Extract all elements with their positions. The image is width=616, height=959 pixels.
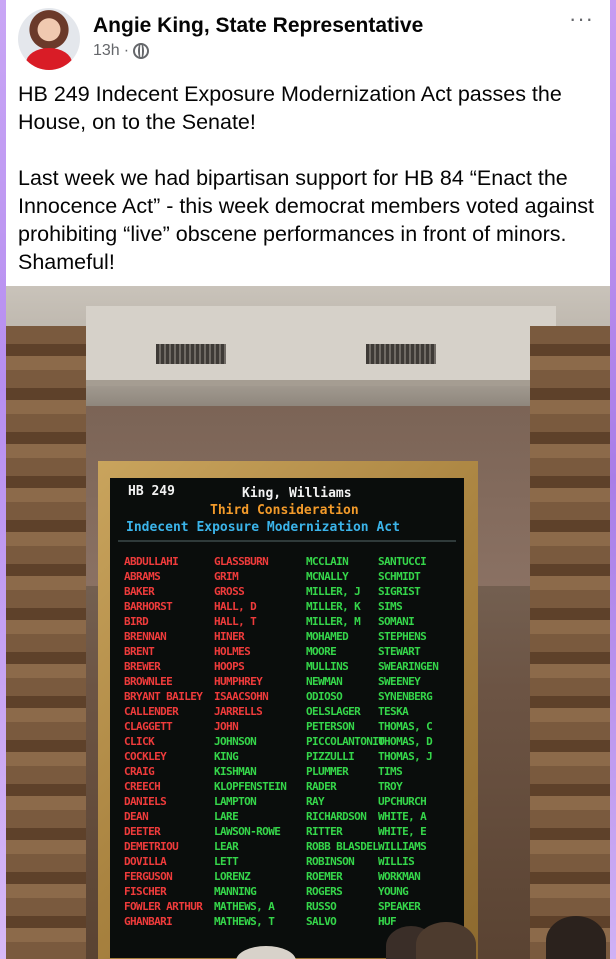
vote-board-name: DANIELS [124,795,167,808]
vote-board-name: SOMANI [378,615,415,628]
vote-board-name: THOMAS, C [378,720,433,733]
meta-separator: · [123,42,130,59]
vote-board-name: SYNENBERG [378,690,433,703]
vote-board-name: MILLER, M [306,615,361,628]
vote-board-name: SCHMIDT [378,570,421,583]
vote-board-name: COCKLEY [124,750,167,763]
vote-board-name: LAWSON-ROWE [214,825,281,838]
vote-board-name: FISCHER [124,885,167,898]
vote-board-name: PICCOLANTONIO [306,735,385,748]
globe-icon[interactable] [133,43,149,59]
vote-column-3 [306,554,384,929]
vote-board-name: RAY [306,795,325,808]
board-bill-number: HB 249 [128,484,175,499]
vote-board-name: THOMAS, D [378,735,433,748]
vote-board-name: GHANBARI [124,915,173,928]
vote-board-name: OELSLAGER [306,705,361,718]
vote-board-name: BAKER [124,585,155,598]
vote-board [110,478,464,958]
vote-board-name: WHITE, A [378,810,427,823]
vote-board-name: PLUMMER [306,765,349,778]
vote-board-name: KISHMAN [214,765,257,778]
vote-board-name: NEWMAN [306,675,343,688]
post-paragraph-1: HB 249 Indecent Exposure Modernization Act passes the House, on to the Senate! [18,82,562,134]
vote-board-name: SALVO [306,915,337,928]
vote-board-name: MATHEWS, A [214,900,275,913]
ceiling-vent [366,344,436,364]
right-edge-glow [610,0,616,959]
vote-board-name: GLASSBURN [214,555,269,568]
vote-board-name: ROGERS [306,885,343,898]
vote-board-name: TROY [378,780,403,793]
vote-column-2 [214,554,286,929]
vote-board-name: FOWLER ARTHUR [124,900,203,913]
audience-head [416,922,476,959]
vote-board-name: DEMETRIOU [124,840,179,853]
vote-board-name: JOHNSON [214,735,257,748]
vote-board-name: HOOPS [214,660,245,673]
vote-board-name: GRIM [214,570,239,583]
vote-board-name: RITTER [306,825,343,838]
vote-board-name: GROSS [214,585,245,598]
vote-board-name: MANNING [214,885,257,898]
carved-pillar-right [530,326,610,959]
vote-board-name: CLICK [124,735,155,748]
vote-board-name: STEWART [378,645,421,658]
vote-board-name: BRYANT BAILEY [124,690,203,703]
post-time[interactable]: 13h [93,42,120,59]
vote-board-name: CLAGGETT [124,720,173,733]
post-header [18,8,598,70]
vote-board-name: SANTUCCI [378,555,427,568]
vote-board-name: ISAACSOHN [214,690,269,703]
more-options-icon[interactable]: ··· [569,6,594,31]
board-bill-title: Indecent Exposure Modernization Act [126,520,400,535]
vote-board-name: SPEAKER [378,900,421,913]
audience-head [546,916,606,959]
vote-board-name: DEAN [124,810,149,823]
vote-column-1 [124,554,202,929]
vote-board-name: HUMPHREY [214,675,263,688]
vote-board-name: WILLIS [378,855,415,868]
post-meta [93,42,149,60]
vote-board-name: MILLER, K [306,600,361,613]
vote-board-name: ROBINSON [306,855,355,868]
vote-board-name: SWEENEY [378,675,421,688]
vote-board-name: CALLENDER [124,705,179,718]
vote-board-name: BIRD [124,615,149,628]
vote-board-name: MILLER, J [306,585,361,598]
vote-board-name: DEETER [124,825,161,838]
vote-board-name: JOHN [214,720,239,733]
ceiling-vent [156,344,226,364]
vote-board-name: TIMS [378,765,403,778]
vote-board-name: WHITE, E [378,825,427,838]
vote-board-name: LARE [214,810,239,823]
vote-board-name: MCCLAIN [306,555,349,568]
vote-board-name: RICHARDSON [306,810,367,823]
vote-board-name: BRENT [124,645,155,658]
vote-board-name: ABRAMS [124,570,161,583]
vote-board-name: BROWNLEE [124,675,173,688]
vote-board-name: UPCHURCH [378,795,427,808]
vote-board-name: ODIOSO [306,690,343,703]
vote-column-4 [378,554,438,929]
ceiling [6,286,610,406]
vote-board-name: WILLIAMS [378,840,427,853]
vote-board-name: PETERSON [306,720,355,733]
avatar[interactable] [18,8,80,70]
vote-board-name: HUF [378,915,397,928]
vote-board-name: DOVILLA [124,855,167,868]
board-sponsors: King, Williams [242,486,352,501]
vote-board-name: ROBB BLASDEL [306,840,379,853]
vote-board-name: MULLINS [306,660,349,673]
board-divider [118,540,456,542]
vote-board-name: MOORE [306,645,337,658]
vote-board-name: HOLMES [214,645,251,658]
vote-board-name: ROEMER [306,870,343,883]
vote-board-name: FERGUSON [124,870,173,883]
vote-board-name: LAMPTON [214,795,257,808]
vote-board-name: KLOPFENSTEIN [214,780,287,793]
board-reading: Third Consideration [210,503,359,518]
vote-board-name: CRAIG [124,765,155,778]
vote-board-name: LETT [214,855,239,868]
vote-board-name: LEAR [214,840,239,853]
avatar-shirt [26,48,72,70]
vote-board-name: JARRELLS [214,705,263,718]
vote-board-name: MATHEWS, T [214,915,275,928]
post-photo[interactable] [6,286,610,959]
audience-heads [386,906,610,959]
post-paragraph-2: Last week we had bipartisan support for HB 84 “Enact the Innocence Act” - this week democrat members voted against prohibiting “live” obscene performances in front of minors. Shameful! [18,166,594,274]
vote-board-name: BRENNAN [124,630,167,643]
vote-board-name: WORKMAN [378,870,421,883]
vote-board-name: THOMAS, J [378,750,433,763]
vote-board-name: MOHAMED [306,630,349,643]
vote-board-name: RUSSO [306,900,337,913]
vote-board-name: HALL, T [214,615,257,628]
vote-board-name: MCNALLY [306,570,349,583]
vote-board-name: PIZZULLI [306,750,355,763]
carved-pillar-left [6,326,86,959]
post-text [18,80,603,304]
vote-board-name: HALL, D [214,600,257,613]
vote-board-name: TESKA [378,705,409,718]
vote-board-name: HINER [214,630,245,643]
vote-board-name: SIMS [378,600,403,613]
vote-board-name: BARHORST [124,600,173,613]
vote-board-name: KING [214,750,239,763]
vote-board-name: BREWER [124,660,161,673]
post-author[interactable]: Angie King, State Representative [93,14,424,37]
vote-board-name: SWEARINGEN [378,660,439,673]
vote-board-name: YOUNG [378,885,409,898]
vote-board-name: LORENZ [214,870,251,883]
vote-board-name: CREECH [124,780,161,793]
vote-board-name: SIGRIST [378,585,421,598]
vote-board-name: RADER [306,780,337,793]
vote-board-name: ABDULLAHI [124,555,179,568]
vote-board-name: STEPHENS [378,630,427,643]
